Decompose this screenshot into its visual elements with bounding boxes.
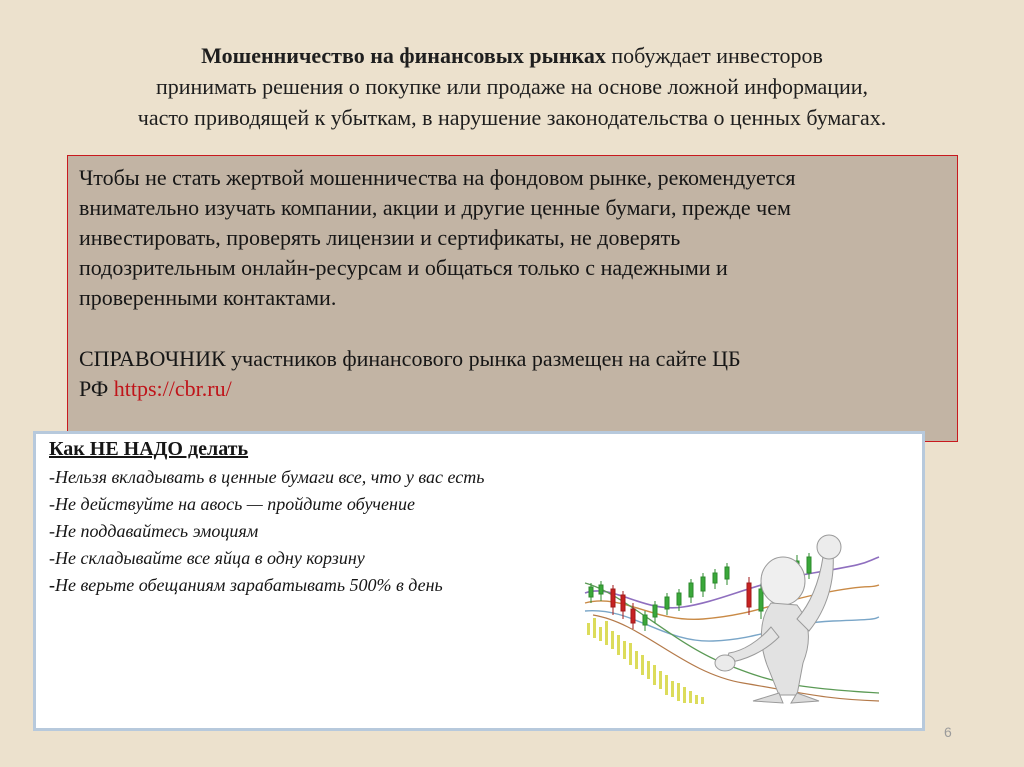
advice-line: инвестировать, проверять лицензии и сертификаты, не доверять: [79, 225, 681, 250]
intro-bold-phrase: Мошенничество на финансовых рынках: [201, 43, 606, 68]
advice-line: Чтобы не стать жертвой мошенничества на фондовом рынке, рекомендуется: [79, 165, 796, 190]
reference-prefix: РФ: [79, 376, 114, 401]
advice-box: [67, 155, 958, 442]
advice-line: внимательно изучать компании, акции и другие ценные бумаги, прежде чем: [79, 195, 791, 220]
advice-line: проверенными контактами.: [79, 285, 337, 310]
advice-line: подозрительным онлайн-ресурсам и общаться только с надежными и: [79, 255, 728, 280]
page-number: 6: [944, 724, 952, 740]
dont-title: Как НЕ НАДО делать: [49, 438, 249, 460]
list-item: -Не складывайте все яйца в одну корзину: [49, 548, 365, 568]
list-item: -Не поддавайтесь эмоциям: [49, 521, 259, 541]
reference-line-1: СПРАВОЧНИК участников финансового рынка размещен на сайте ЦБ: [79, 346, 741, 371]
intro-line-2: принимать решения о покупке или продаже на основе ложной информации,: [155, 74, 869, 99]
list-item: -Не верьте обещаниям зарабатывать 500% в день: [49, 575, 443, 595]
cbr-link[interactable]: https://cbr.ru/: [113, 376, 232, 401]
intro-text: [60, 40, 964, 133]
list-item: -Не действуйте на авось — пройдите обучение: [49, 494, 415, 514]
reference-line-2: [79, 374, 945, 404]
intro-line-3: часто приводящей к убыткам, в нарушение законодательства о ценных бумагах.: [137, 105, 887, 130]
stock-chart-figure-icon: [583, 523, 881, 705]
intro-line-1-rest: побуждает инвесторов: [605, 43, 823, 68]
intro-line-1: [60, 40, 964, 71]
list-item: -Нельзя вкладывать в ценные бумаги все, что у вас есть: [49, 467, 485, 487]
